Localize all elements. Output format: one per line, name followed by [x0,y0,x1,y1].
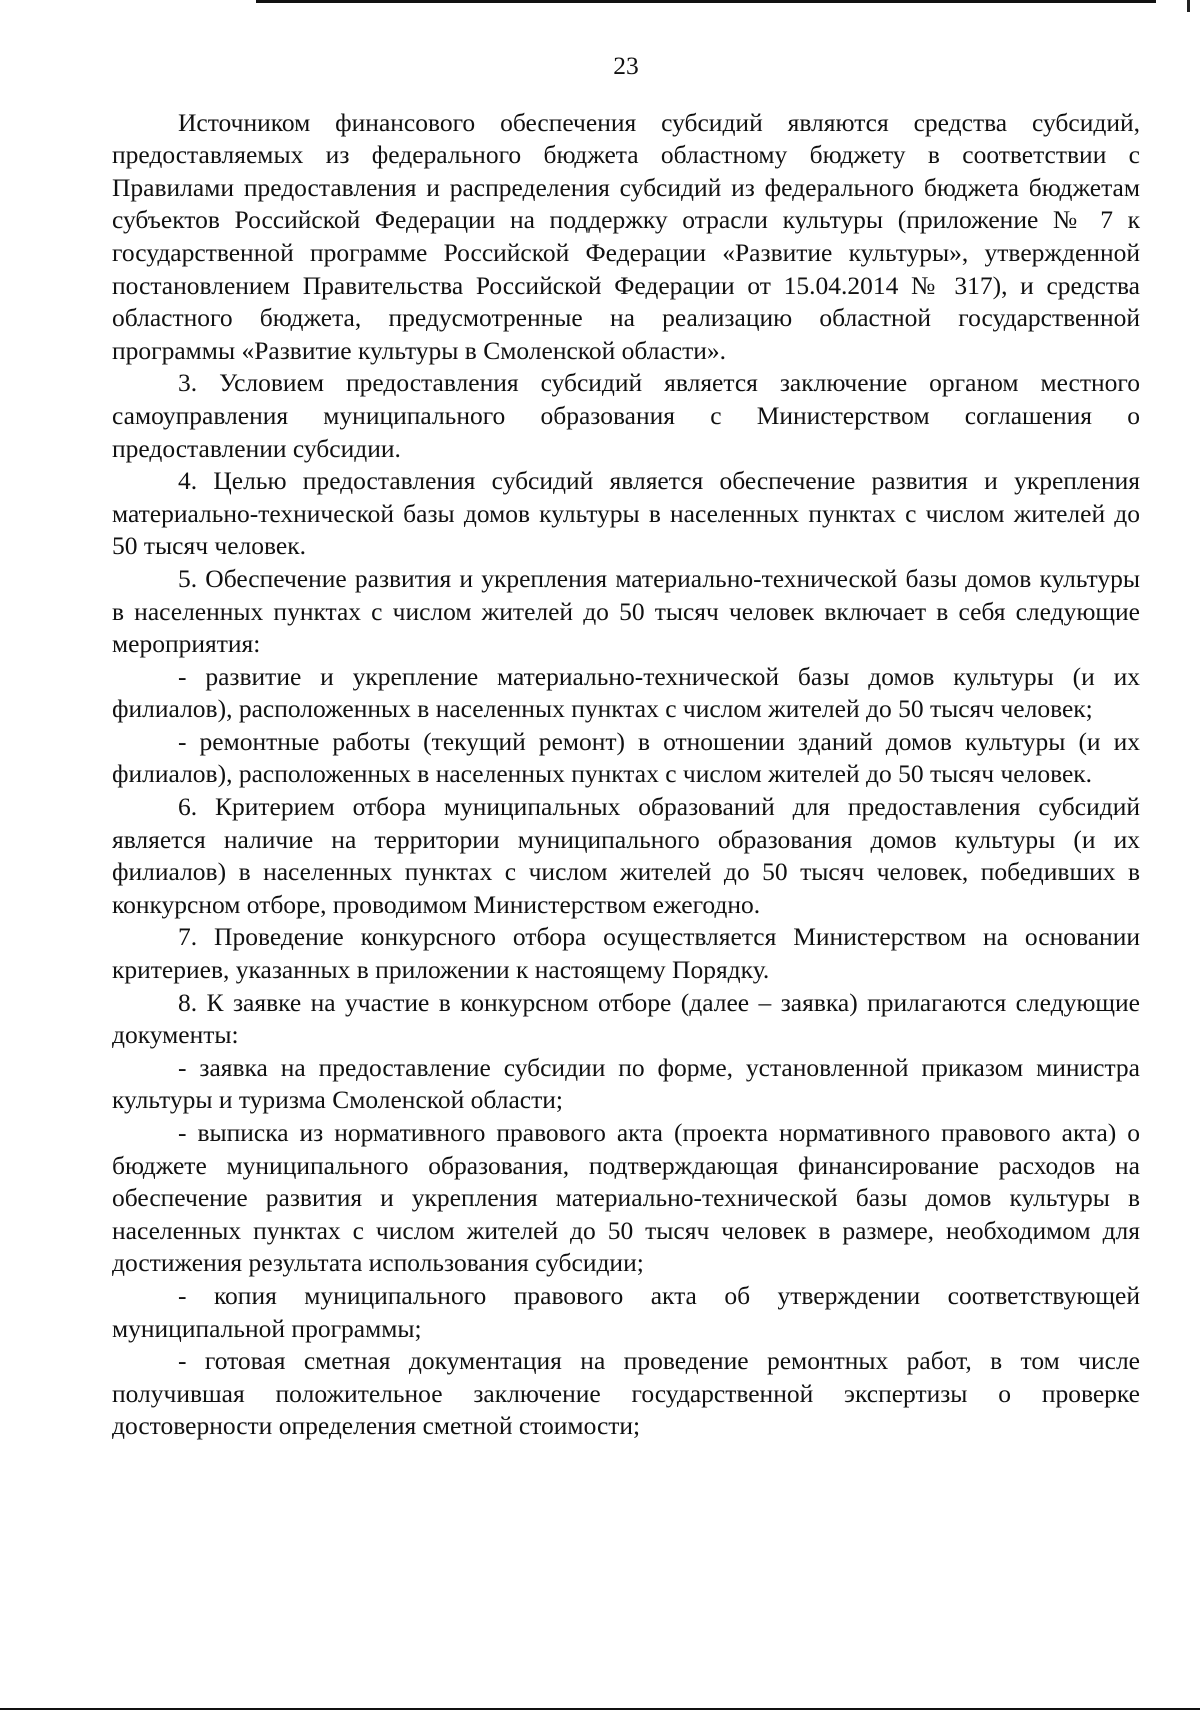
paragraph-4-purpose: 4. Целью предоставления субсидий является обеспечение развития и укрепления материально-технической базы домов культуры в населенных пунктах с числом жителей до 50 тысяч человек. [112,466,1140,561]
scan-edge-top [256,0,1156,3]
paragraph-funding-source: Источником финансового обеспечения субсидий являются средства субсидий, предоставляемых из федерального бюджета областному бюджету в соответствии с Правилами предоставления и распределения субсидий из федерального бюджета бюджетам субъектов Российской Федерации на поддержку отрасли культуры (приложение № 7 к государственной программе Российской Федерации «Развитие культуры», утвержденной постановлением Правительства Российской Федерации от 15.04.2014 № 317), и средства областного бюджета, предусмотренные на реализацию областной государственной программы «Развитие культуры в Смоленской области». [112,107,1140,365]
paragraph-3-condition: 3. Условием предоставления субсидий является заключение органом местного самоуправления муниципального образования с Министерством соглашения о предоставлении субсидии. [112,368,1140,463]
list-item-development: - развитие и укрепление материально-технической базы домов культуры (и их филиалов), расположенных в населенных пунктах с числом жителей до 50 тысяч человек; [112,661,1140,724]
paragraph-5-measures: 5. Обеспечение развития и укрепления материально-технической базы домов культуры в населенных пунктах с числом жителей до 50 тысяч человек включает в себя следующие мероприятия: [112,563,1140,659]
scan-edge-top-right [1187,0,1190,12]
list-item-repair-works: - ремонтные работы (текущий ремонт) в отношении зданий домов культуры (и их филиалов), расположенных в населенных пунктах с числом жителей до 50 тысяч человек. [112,726,1140,789]
document-page [112,50,1140,1443]
list-item-municipal-act-copy: - копия муниципального правового акта об утверждении соответствующей муниципальной программы; [112,1280,1140,1343]
paragraph-8-documents: 8. К заявке на участие в конкурсном отборе (далее – заявка) прилагаются следующие документы: [112,987,1140,1050]
paragraph-7-selection: 7. Проведение конкурсного отбора осуществляется Министерством на основании критериев, указанных в приложении к настоящему Порядку. [112,922,1140,985]
page-number: 23 [613,51,639,80]
list-item-application: - заявка на предоставление субсидии по форме, установленной приказом министра культуры и туризма Смоленской области; [112,1052,1140,1115]
list-item-estimate-documentation: - готовая сметная документация на проведение ремонтных работ, в том числе получившая положительное заключение государственной экспертизы о проверке достоверности определения сметной стоимости; [112,1346,1140,1441]
list-item-budget-extract: - выписка из нормативного правового акта (проекта нормативного правового акта) о бюджете муниципального образования, подтверждающая финансирование расходов на обеспечение развития и укрепления материально-технической базы домов культуры в населенных пунктах с числом жителей до 50 тысяч человек в размере, необходимом для достижения результата использования субсидии; [112,1118,1140,1278]
paragraph-6-criterion: 6. Критерием отбора муниципальных образований для предоставления субсидий является наличие на территории муниципального образования домов культуры (и их филиалов) в населенных пунктах с числом жителей до 50 тысяч человек, победивших в конкурсном отборе, проводимом Министерством ежегодно. [112,792,1140,919]
